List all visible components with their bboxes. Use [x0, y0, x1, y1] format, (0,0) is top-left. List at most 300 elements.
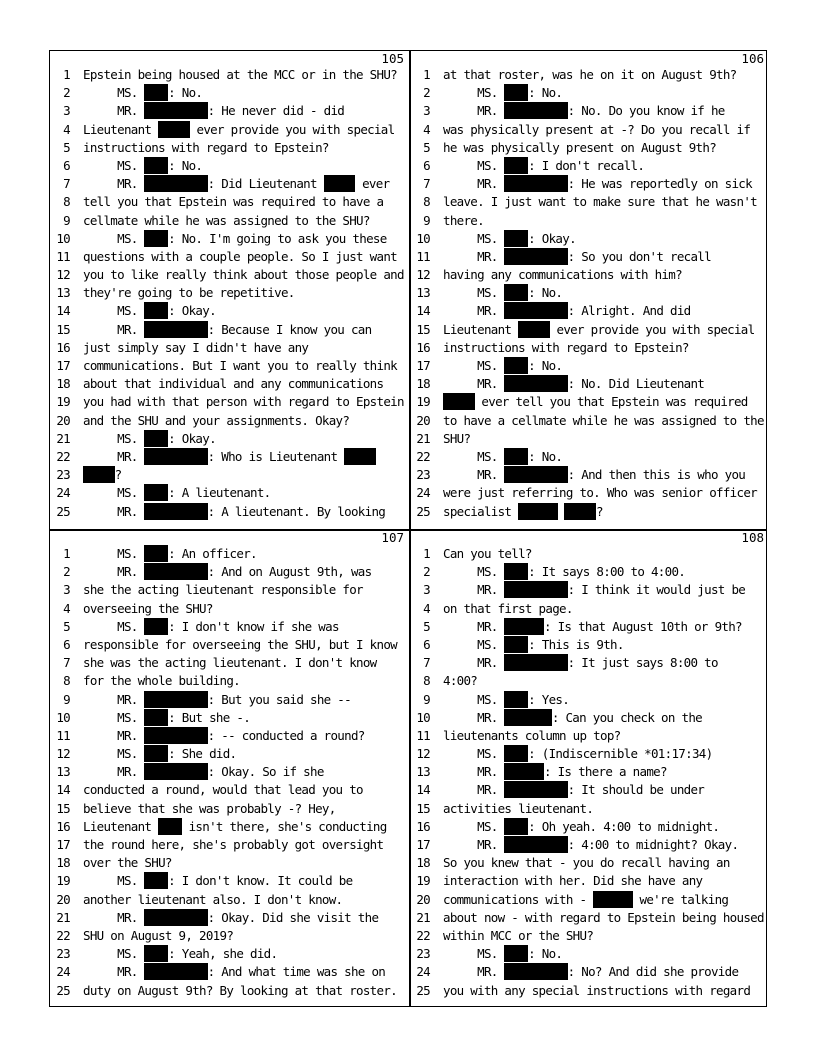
line-text: MR. : No. Do you know if he [443, 103, 725, 119]
line-number: 25 [416, 982, 430, 998]
page-number: 108 [741, 530, 764, 545]
line-text: MR. : 4:00 to midnight? Okay. [443, 837, 739, 852]
line-number: 4 [63, 600, 70, 616]
line-number: 9 [63, 212, 70, 228]
line-number: 23 [56, 467, 70, 483]
redaction-block [83, 466, 115, 483]
transcript-line [410, 102, 768, 120]
line-text: were just referring to. Who was senior officer [443, 485, 757, 501]
line-number: 10 [416, 230, 430, 246]
line-number: 18 [56, 376, 70, 392]
line-number: 10 [56, 709, 70, 725]
page-number: 105 [381, 51, 404, 66]
transcript-line [410, 357, 768, 375]
line-number: 3 [423, 582, 430, 598]
transcript-line [410, 709, 768, 727]
line-text: 4:00? [443, 673, 478, 689]
line-number: 7 [423, 176, 430, 192]
transcript-line [410, 230, 768, 248]
redaction-block [144, 963, 207, 980]
transcript-line [50, 800, 408, 818]
line-number: 1 [423, 67, 430, 82]
page-lines [50, 66, 408, 521]
line-number: 2 [63, 85, 70, 101]
line-text: MS. : No. I'm going to ask you these [83, 230, 387, 246]
line-number: 20 [56, 891, 70, 907]
transcript-line [410, 84, 768, 102]
transcript-page-107 [50, 530, 408, 1007]
transcript-line [50, 909, 408, 927]
transcript-line [50, 121, 408, 139]
line-number: 17 [56, 837, 70, 852]
transcript-line [50, 302, 408, 320]
line-text: MR. : Is there a name? [443, 764, 667, 780]
transcript-line [50, 982, 408, 1000]
line-text: overseeing the SHU? [83, 600, 213, 616]
transcript-line [410, 818, 768, 836]
redaction-block [144, 84, 168, 101]
redaction-block [144, 484, 168, 501]
line-number: 2 [423, 85, 430, 101]
transcript-line [50, 66, 408, 84]
redaction-block [144, 909, 207, 926]
line-text: communications. But I want you to really think [83, 358, 397, 373]
line-text: Lieutenant isn't there, she's conducting [83, 818, 387, 834]
line-number: 17 [56, 358, 70, 373]
transcript-line [410, 982, 768, 1000]
line-number: 23 [56, 946, 70, 962]
redaction-block [504, 357, 528, 374]
line-number: 13 [416, 764, 430, 780]
page-lines [410, 66, 768, 521]
line-number: 23 [416, 946, 430, 962]
line-number: 17 [416, 358, 430, 373]
transcript-line [50, 284, 408, 302]
line-text: SHU on August 9, 2019? [83, 927, 234, 943]
line-number: 12 [416, 746, 430, 762]
line-number: 14 [56, 303, 70, 319]
transcript-line [410, 800, 768, 818]
line-text: interaction with her. Did she have any [443, 873, 703, 889]
transcript-line [410, 448, 768, 466]
redaction-block [518, 321, 550, 338]
transcript-line [410, 927, 768, 945]
transcript-line [410, 727, 768, 745]
line-text: Epstein being housed at the MCC or in the SHU? [83, 67, 397, 82]
transcript-line [410, 545, 768, 563]
line-number: 11 [56, 727, 70, 743]
line-text: she the acting lieutenant responsible for [83, 582, 363, 598]
transcript-line [50, 448, 408, 466]
line-text: MS. : No. [443, 285, 563, 301]
line-number: 4 [63, 121, 70, 137]
transcript-line [50, 466, 408, 484]
line-text: responsible for overseeing the SHU, but I know [83, 636, 397, 652]
line-text: MR. : -- conducted a round? [83, 727, 365, 743]
line-number: 24 [416, 485, 430, 501]
line-number: 24 [56, 485, 70, 501]
transcript-line [410, 121, 768, 139]
transcript-line [50, 84, 408, 102]
transcript-line [410, 872, 768, 890]
transcript-line [410, 854, 768, 872]
transcript-line [410, 484, 768, 502]
line-number: 2 [423, 564, 430, 580]
line-text: MR. : But you said she -- [83, 691, 351, 707]
redaction-block [144, 175, 207, 192]
redaction-block [504, 945, 528, 962]
line-number: 3 [63, 582, 70, 598]
line-text: about that individual and any communications [83, 376, 384, 392]
line-number: 15 [416, 800, 430, 816]
transcript-line [50, 266, 408, 284]
line-number: 12 [416, 267, 430, 283]
line-number: 5 [63, 618, 70, 634]
line-text: MR. : No. Did Lieutenant [443, 376, 705, 392]
line-text: they're going to be repetitive. [83, 285, 295, 301]
line-text: MS. : An officer. [83, 546, 257, 561]
transcript-line [410, 781, 768, 799]
transcript-line [50, 175, 408, 193]
line-number: 19 [56, 394, 70, 410]
line-text: to have a cellmate while he was assigned to the [443, 412, 764, 428]
line-text: lieutenants column up top? [443, 727, 621, 743]
line-number: 22 [56, 448, 70, 464]
line-number: 6 [423, 157, 430, 173]
redaction-block [504, 448, 528, 465]
line-number: 25 [56, 503, 70, 519]
redaction-block [158, 121, 190, 138]
transcript-line [410, 600, 768, 618]
transcript-line [50, 654, 408, 672]
line-number: 20 [56, 412, 70, 428]
line-number: 14 [416, 303, 430, 319]
line-number: 15 [56, 800, 70, 816]
line-text: MR. : I think it would just be [443, 582, 746, 598]
redaction-block [504, 563, 528, 580]
transcript-line [50, 139, 408, 157]
line-text: MR. : Who is Lieutenant [83, 448, 376, 466]
line-text: MS. : She did. [83, 746, 237, 762]
line-number: 1 [63, 67, 70, 82]
line-text: having any communications with him? [443, 267, 682, 283]
transcript-line [410, 466, 768, 484]
redaction-block [158, 818, 182, 835]
line-text: MS. : I don't recall. [443, 157, 645, 173]
transcript-line [50, 763, 408, 781]
line-number: 16 [56, 818, 70, 834]
redaction-block [504, 636, 528, 653]
line-text: MS. : No. [443, 358, 563, 373]
line-number: 9 [423, 691, 430, 707]
line-number: 21 [56, 909, 70, 925]
page-number: 106 [741, 51, 764, 66]
line-number: 24 [56, 964, 70, 980]
transcript-line [50, 854, 408, 872]
page-lines [410, 545, 768, 1000]
redaction-block [144, 157, 168, 174]
transcript-line [50, 872, 408, 890]
line-text: cellmate while he was assigned to the SHU? [83, 212, 370, 228]
transcript-page-105 [50, 51, 408, 528]
redaction-block [504, 691, 528, 708]
transcript-line [50, 618, 408, 636]
line-number: 14 [56, 782, 70, 798]
transcript-line [410, 963, 768, 981]
redaction-block [504, 466, 567, 483]
line-number: 21 [416, 430, 430, 446]
line-text: MS. : No. [443, 448, 563, 464]
transcript-line [50, 563, 408, 581]
transcript-line [50, 230, 408, 248]
line-number: 13 [416, 285, 430, 301]
transcript-line [50, 321, 408, 339]
transcript-line [410, 636, 768, 654]
transcript-line [410, 66, 768, 84]
line-text: leave. I just want to make sure that he wasn't [443, 194, 757, 210]
transcript-line [410, 581, 768, 599]
redaction-block [144, 321, 207, 338]
line-number: 21 [56, 430, 70, 446]
transcript-line [410, 321, 768, 339]
line-number: 19 [416, 873, 430, 889]
redaction-block [144, 430, 168, 447]
redaction-block [504, 84, 528, 101]
transcript-line [50, 781, 408, 799]
transcript-line [410, 193, 768, 211]
transcript-line [410, 339, 768, 357]
redaction-block [144, 763, 207, 780]
line-text: MR. : Okay. So if she [83, 764, 324, 780]
redaction-block [504, 581, 567, 598]
transcript-line [50, 836, 408, 854]
transcript-line [50, 636, 408, 654]
line-text: MR. : He never did - did [83, 103, 345, 119]
line-number: 25 [56, 982, 70, 998]
line-text: MR. : So you don't recall [443, 248, 711, 264]
line-text: MR. : Can you check on the [443, 709, 702, 725]
transcript-line [50, 430, 408, 448]
transcript-line [50, 600, 408, 618]
redaction-block [504, 781, 567, 798]
line-number: 18 [56, 855, 70, 871]
line-text: and the SHU and your assignments. Okay? [83, 412, 350, 428]
transcript-line [410, 430, 768, 448]
line-number: 12 [56, 746, 70, 762]
line-text: MS. : Oh yeah. 4:00 to midnight. [443, 818, 720, 834]
line-text: specialist ? [443, 503, 603, 519]
transcript-line [50, 212, 408, 230]
transcript-line [50, 503, 408, 521]
line-text: ever tell you that Epstein was required [443, 393, 748, 411]
line-number: 8 [63, 194, 70, 210]
transcript-line [410, 654, 768, 672]
redaction-block [518, 503, 558, 520]
transcript-line [50, 691, 408, 709]
line-number: 8 [423, 194, 430, 210]
line-text: MS. : No. [83, 85, 203, 101]
line-number: 3 [423, 103, 430, 119]
transcript-line [410, 393, 768, 411]
page-lines [50, 545, 408, 1000]
line-number: 21 [416, 909, 430, 925]
transcript-line [50, 375, 408, 393]
transcript-line [410, 503, 768, 521]
line-number: 5 [63, 139, 70, 155]
redaction-block [324, 175, 356, 192]
transcript-line [50, 891, 408, 909]
redaction-block [564, 503, 596, 520]
line-text: ? [83, 466, 121, 484]
transcript-line [410, 175, 768, 193]
line-text: the round here, she's probably got oversight [83, 837, 384, 852]
line-number: 22 [416, 448, 430, 464]
line-number: 7 [63, 176, 70, 192]
redaction-block [504, 375, 567, 392]
transcript-line [50, 357, 408, 375]
redaction-block [144, 872, 168, 889]
line-number: 9 [63, 691, 70, 707]
redaction-block [504, 175, 567, 192]
line-number: 11 [416, 248, 430, 264]
line-text: MS. : A lieutenant. [83, 485, 271, 501]
transcript-line [410, 139, 768, 157]
line-text: there. [443, 212, 484, 228]
transcript-sheet [49, 50, 767, 1007]
line-text: duty on August 9th? By looking at that roster. [83, 982, 397, 998]
line-text: MS. : (Indiscernible *01:17:34) [443, 746, 713, 762]
transcript-line [50, 709, 408, 727]
redaction-block [504, 284, 528, 301]
transcript-line [410, 248, 768, 266]
line-text: on that first page. [443, 600, 573, 616]
line-number: 11 [416, 727, 430, 743]
transcript-line [50, 393, 408, 411]
line-text: within MCC or the SHU? [443, 927, 594, 943]
transcript-line [410, 763, 768, 781]
line-text: Lieutenant ever provide you with special [443, 321, 755, 337]
line-number: 20 [416, 891, 430, 907]
line-number: 16 [56, 339, 70, 355]
line-number: 4 [423, 600, 430, 616]
line-number: 5 [423, 139, 430, 155]
line-number: 18 [416, 855, 430, 871]
line-text: he was physically present on August 9th? [443, 139, 717, 155]
redaction-block [144, 691, 207, 708]
line-number: 16 [416, 339, 430, 355]
line-text: instructions with regard to Epstein? [83, 139, 329, 155]
line-text: another lieutenant also. I don't know. [83, 891, 343, 907]
line-number: 1 [63, 546, 70, 561]
line-number: 8 [423, 673, 430, 689]
transcript-line [50, 193, 408, 211]
line-text: believe that she was probably -? Hey, [83, 800, 336, 816]
line-text: over the SHU? [83, 855, 172, 871]
redaction-block [504, 618, 544, 635]
line-number: 1 [423, 546, 430, 561]
redaction-block [144, 618, 168, 635]
line-text: MS. : No. [443, 946, 563, 962]
transcript-line [410, 745, 768, 763]
transcript-line [410, 375, 768, 393]
line-text: MS. : Yeah, she did. [83, 946, 278, 962]
line-text: MS. : This is 9th. [443, 636, 624, 652]
transcript-line [410, 672, 768, 690]
line-number: 9 [423, 212, 430, 228]
line-number: 11 [56, 248, 70, 264]
line-number: 3 [63, 103, 70, 119]
line-text: was physically present at -? Do you recall if [443, 121, 751, 137]
line-number: 4 [423, 121, 430, 137]
redaction-block [504, 248, 567, 265]
transcript-line [410, 691, 768, 709]
redaction-block [144, 302, 168, 319]
line-number: 19 [416, 394, 430, 410]
transcript-line [50, 339, 408, 357]
transcript-line [410, 945, 768, 963]
line-number: 24 [416, 964, 430, 980]
transcript-line [50, 412, 408, 430]
line-text: MR. : No? And did she provide [443, 964, 739, 980]
transcript-line [410, 618, 768, 636]
transcript-line [410, 212, 768, 230]
line-number: 22 [56, 927, 70, 943]
redaction-block [504, 157, 528, 174]
redaction-block [504, 745, 528, 762]
redaction-block [504, 836, 567, 853]
line-text: communications with - we're talking [443, 891, 729, 907]
line-number: 6 [423, 636, 430, 652]
redaction-block [504, 302, 567, 319]
line-text: questions with a couple people. So I just want [83, 248, 397, 264]
line-number: 23 [416, 467, 430, 483]
line-text: MS. : Okay. [443, 230, 576, 246]
redaction-block [144, 448, 207, 465]
page-number: 107 [381, 530, 404, 545]
redaction-block [144, 563, 207, 580]
line-number: 25 [416, 503, 430, 519]
line-text: for the whole building. [83, 673, 240, 689]
transcript-line [410, 563, 768, 581]
line-number: 5 [423, 618, 430, 634]
line-text: SHU? [443, 430, 471, 446]
line-number: 15 [56, 321, 70, 337]
redaction-block [504, 654, 567, 671]
line-text: MS. : Okay. [83, 303, 216, 319]
transcript-line [50, 672, 408, 690]
line-text: MR. : It should be under [443, 782, 705, 798]
transcript-line [410, 302, 768, 320]
redaction-block [144, 503, 207, 520]
line-text: MR. : He was reportedly on sick [443, 176, 752, 192]
transcript-line [50, 818, 408, 836]
line-number: 10 [416, 709, 430, 725]
line-text: MS. : No. [83, 157, 203, 173]
line-number: 14 [416, 782, 430, 798]
transcript-line [50, 945, 408, 963]
redaction-block [144, 545, 168, 562]
line-text: MR. : Okay. Did she visit the [83, 909, 379, 925]
redaction-block [344, 448, 376, 465]
redaction-block [504, 102, 567, 119]
line-text: Can you tell? [443, 546, 532, 561]
redaction-block [504, 963, 567, 980]
line-number: 12 [56, 267, 70, 283]
line-text: Lieutenant ever provide you with special [83, 121, 395, 137]
line-text: just simply say I didn't have any [83, 339, 309, 355]
transcript-line [410, 266, 768, 284]
redaction-block [144, 945, 168, 962]
